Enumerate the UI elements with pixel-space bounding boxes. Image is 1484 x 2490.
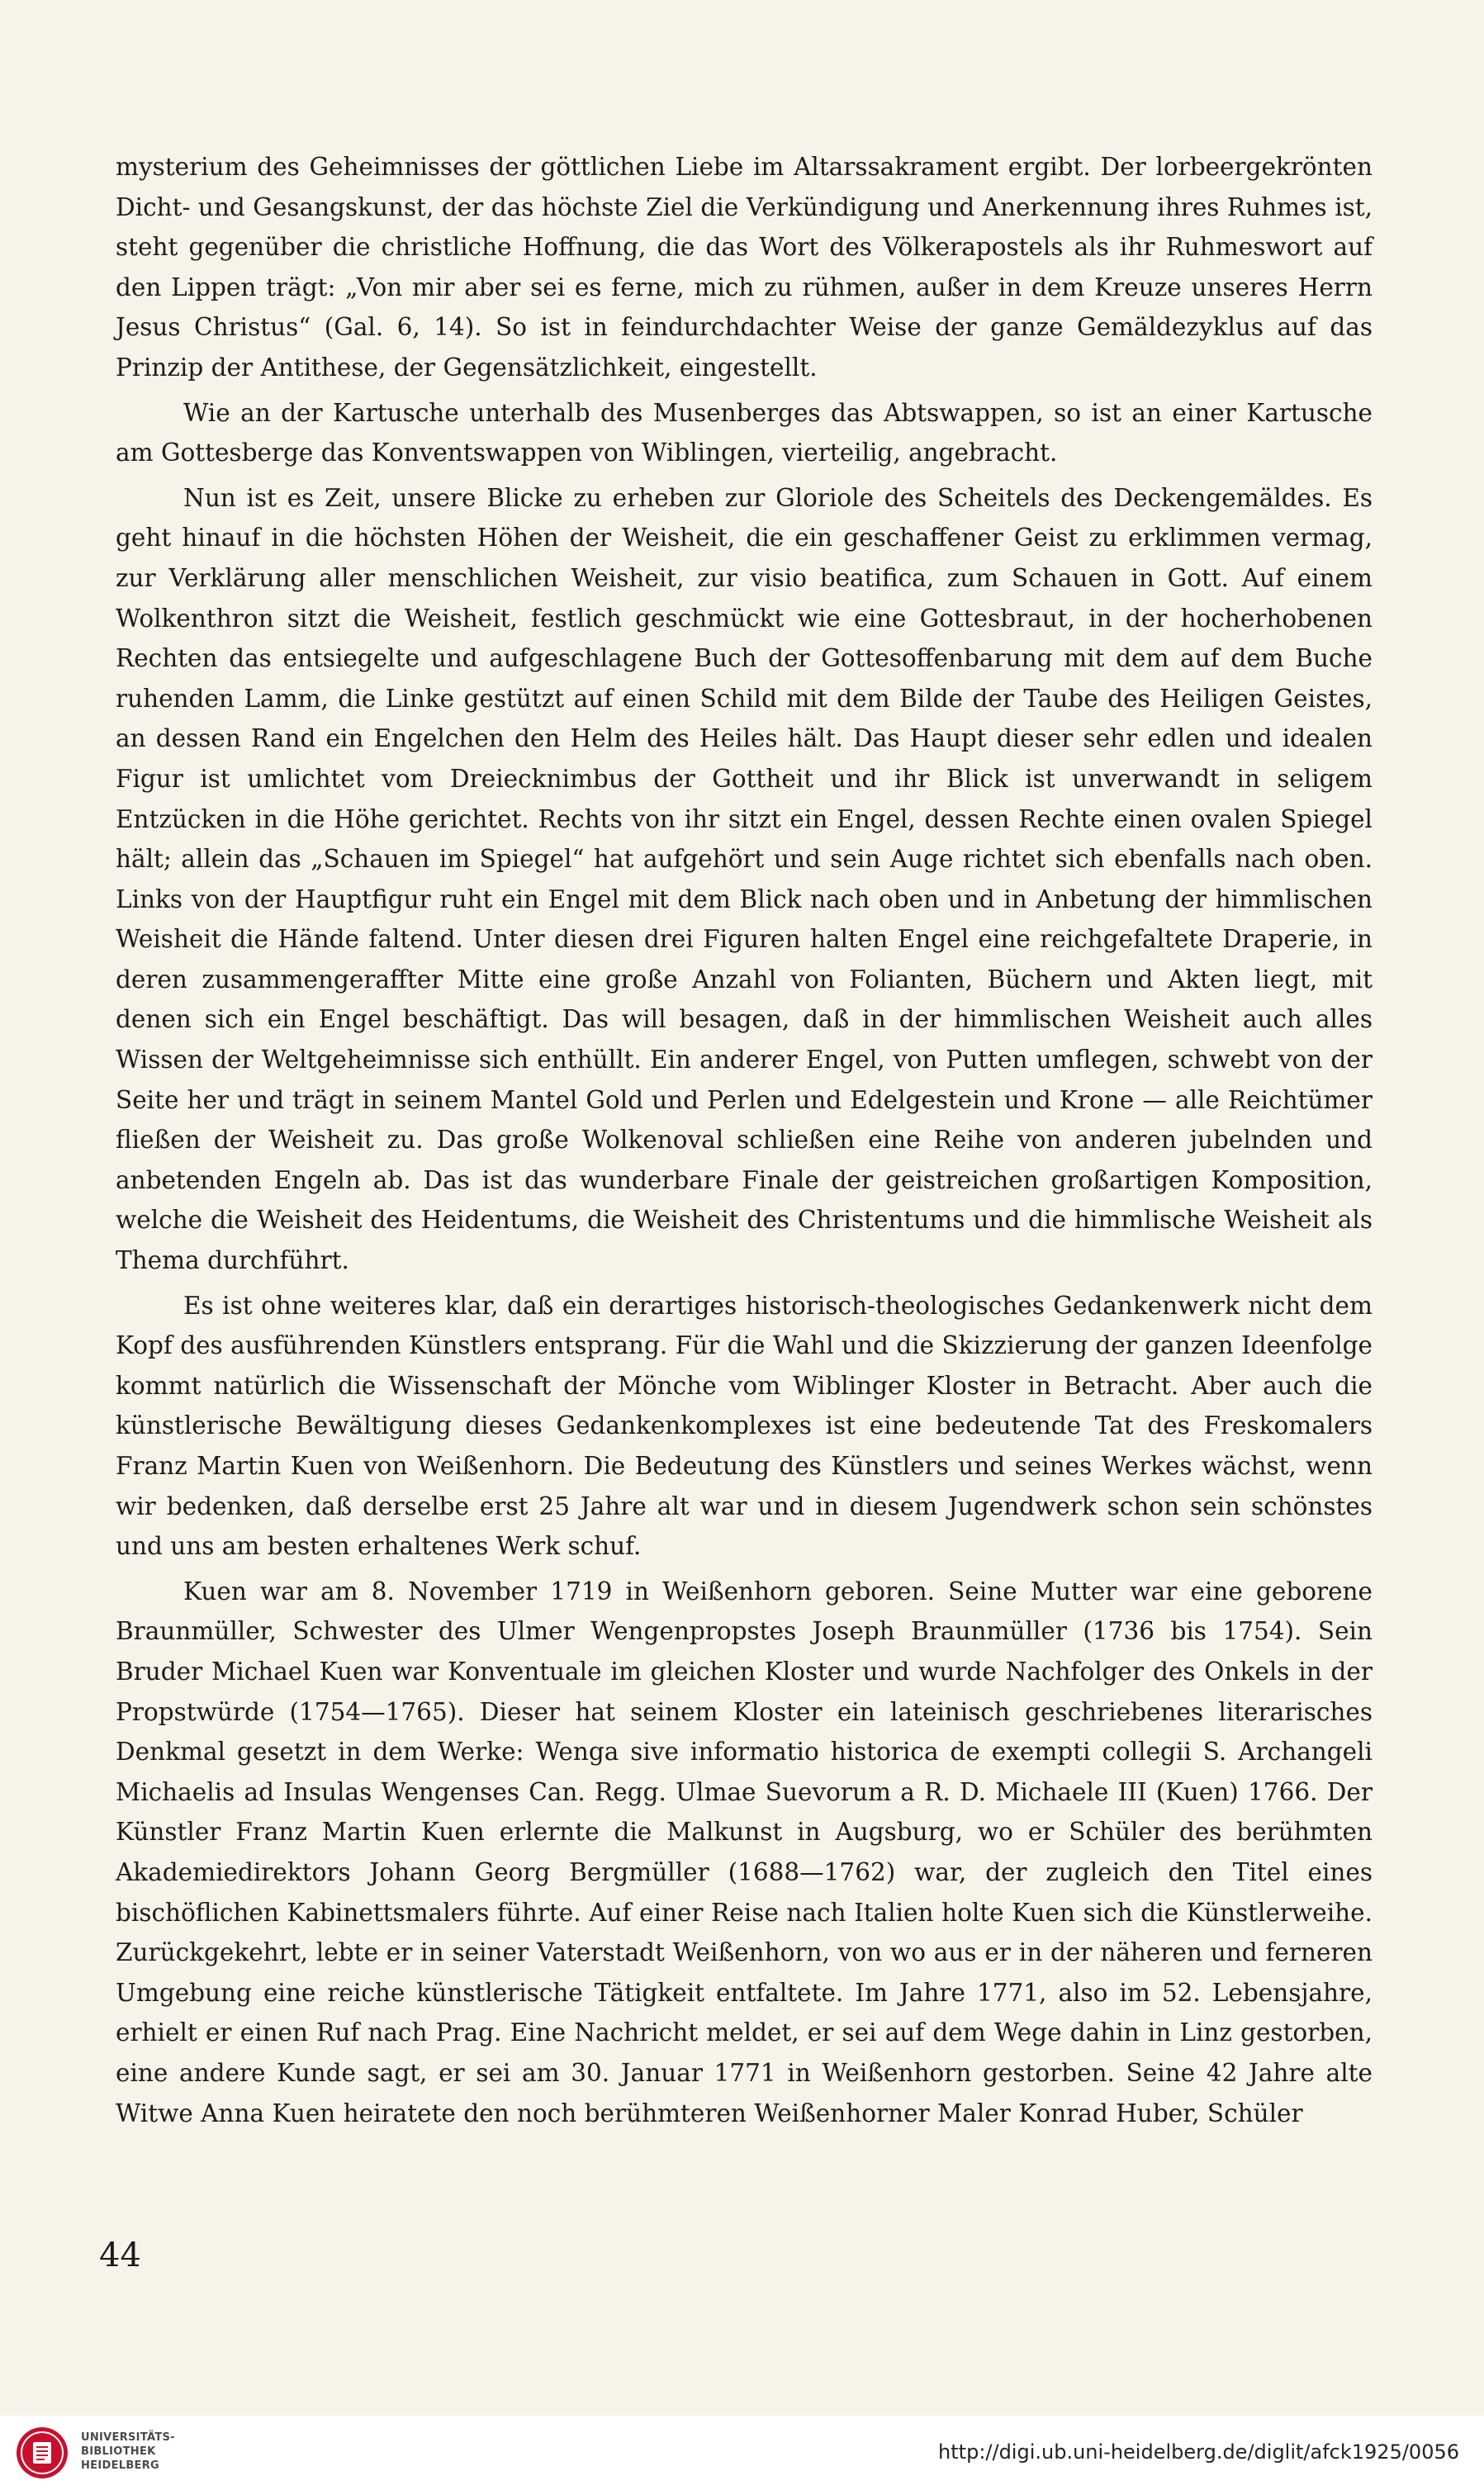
source-url[interactable]: http://digi.ub.uni-heidelberg.de/diglit/afck1925/0056 <box>938 2440 1459 2464</box>
paragraph-4: Es ist ohne weiteres klar, daß ein derartiges historisch-theologisches Gedankenwerk nicht dem Kopf des ausführenden Künstlers entsprang. Für die Wahl und die Skizzierung der ganzen Ideenfolge kommt natürlich die Wissenschaft der Mönche vom Wiblinger Kloster in Betracht. Aber auch die künstlerische Bewältigung dieses Gedankenkomplexes ist eine bedeutende Tat des Freskomalers Franz Martin Kuen von Weißenhorn. Die Bedeutung des Künstlers und seines Werkes wächst, wenn wir bedenken, daß derselbe erst 25 Jahre alt war und in diesem Jugendwerk schon sein schönstes und uns am besten erhaltenes Werk schuf. <box>116 1291 1373 1561</box>
paragraph-5: Kuen war am 8. November 1719 in Weißenhorn geboren. Seine Mutter war eine geborene Braunmüller, Schwester des Ulmer Wengenpropstes Joseph Braunmüller (1736 bis 1754). Sein Bruder Michael Kuen war Konventuale im gleichen Kloster und wurde Nachfolger des Onkels in der Propstwürde (1754—1765). Dieser hat seinem Kloster ein lateinisch geschriebenes literarisches Denkmal gesetzt in dem Werke: Wenga sive informatio historica de exempti collegii S. Archangeli Michaelis ad Insulas Wengenses Can. Regg. Ulmae Suevorum a R. D. Michaele III (Kuen) 1766. Der Künstler Franz Martin Kuen erlernte die Malkunst in Augsburg, wo er Schüler des berühmten Akademiedirektors Johann Georg Bergmüller (1688—1762) war, der zugleich den Titel eines bischöflichen Kabinettsmalers führte. Auf einer Reise nach Italien holte Kuen sich die Künstlerweihe. Zurückgekehrt, lebte er in seiner Vaterstadt Weißenhorn, von wo aus er in der näheren und ferneren Umgebung eine reiche künstlerische Tätigkeit entfaltete. Im Jahre 1771, also im 52. Lebensjahre, erhielt er einen Ruf nach Prag. Eine Nachricht meldet, er sei auf dem Wege dahin in Linz gestorben, eine andere Kunde sagt, er sei am 30. Januar 1771 in Weißenhorn gestorben. Seine 42 Jahre alte Witwe Anna Kuen heiratete den noch berühmteren Weißenhorner Maler Konrad Huber, Schüler <box>116 1577 1373 2127</box>
library-line-3: HEIDELBERG <box>81 2459 160 2472</box>
library-line-2: BIBLIOTHEK <box>81 2445 156 2458</box>
paragraph-1: mysterium des Geheimnisses der göttlichen Liebe im Altarssakrament ergibt. Der lorbeergekrönten Dicht- und Gesangskunst, der das höchste Ziel die Verkündigung und Anerkennung ihres Ruhmes ist, steht gegenüber die christliche Hoffnung, die das Wort des Völkerapostels als ihr Ruhmeswort auf den Lippen trägt: „Von mir aber sei es ferne, mich zu rühmen, außer in dem Kreuze unseres Herrn Jesus Christus“ (Gal. 6, 14). So ist in feindurchdachter Weise der ganze Gemäldezyklus auf das Prinzip der Antithese, der Gegensätzlichkeit, eingestellt. <box>116 153 1373 382</box>
paragraph-3: Nun ist es Zeit, unsere Blicke zu erheben zur Gloriole des Scheitels des Deckengemäldes. Es geht hinauf in die höchsten Höhen der Weisheit, die ein geschaffener Geist zu erklimmen vermag, zur Verklärung aller menschlichen Weisheit, zur visio beatifica, zum Schauen in Gott. Auf einem Wolkenthron sitzt die Weisheit, festlich geschmückt wie eine Gottesbraut, in der hocherhobenen Rechten das entsiegelte und aufgeschlagene Buch der Gottesoffenbarung mit dem auf dem Buche ruhenden Lamm, die Linke gestützt auf einen Schild mit dem Bilde der Taube des Heiligen Geistes, an dessen Rand ein Engelchen den Helm des Heiles hält. Das Haupt dieser sehr edlen und idealen Figur ist umlichtet vom Dreiecknimbus der Gottheit und ihr Blick ist unverwandt in seligem Entzücken in die Höhe gerichtet. Rechts von ihr sitzt ein Engel, dessen Rechte einen ovalen Spiegel hält; allein das „Schauen im Spiegel“ hat aufgehört und sein Auge richtet sich ebenfalls nach oben. Links von der Hauptfigur ruht ein Engel mit dem Blick nach oben und in Anbetung der himmlischen Weisheit die Hände faltend. Unter diesen drei Figuren halten Engel eine reichgefaltete Draperie, in deren zusammengeraffter Mitte eine große Anzahl von Folianten, Büchern und Akten liegt, mit denen sich ein Engel beschäftigt. Das will besagen, daß in der himmlischen Weisheit auch alles Wissen der Weltgeheimnisse sich enthüllt. Ein anderer Engel, von Putten umflegen, schwebt von der Seite her und trägt in seinem Mantel Gold und Perlen und Edelgestein und Krone — alle Reichtümer fließen der Weisheit zu. Das große Wolkenoval schließen eine Reihe von anderen jubelnden und anbetenden Engeln ab. Das ist das wunderbare Finale der geistreichen großartigen Komposition, welche die Weisheit des Heidentums, die Weisheit des Christentums und die himmlische Weisheit als Thema durchführt. <box>116 483 1373 1275</box>
footer-bar <box>0 2416 1484 2490</box>
page-number: 44 <box>99 2236 141 2274</box>
library-line-1: UNIVERSITÄTS- <box>81 2431 175 2444</box>
university-library-seal-icon <box>15 2426 69 2480</box>
library-name <box>81 2431 175 2473</box>
paragraph-2: Wie an der Kartusche unterhalb des Musenberges das Abtswappen, so ist an einer Kartusche am Gottesberge das Konventswappen von Wiblingen, vierteilig, angebracht. <box>116 398 1373 467</box>
body-text <box>116 147 1373 2138</box>
